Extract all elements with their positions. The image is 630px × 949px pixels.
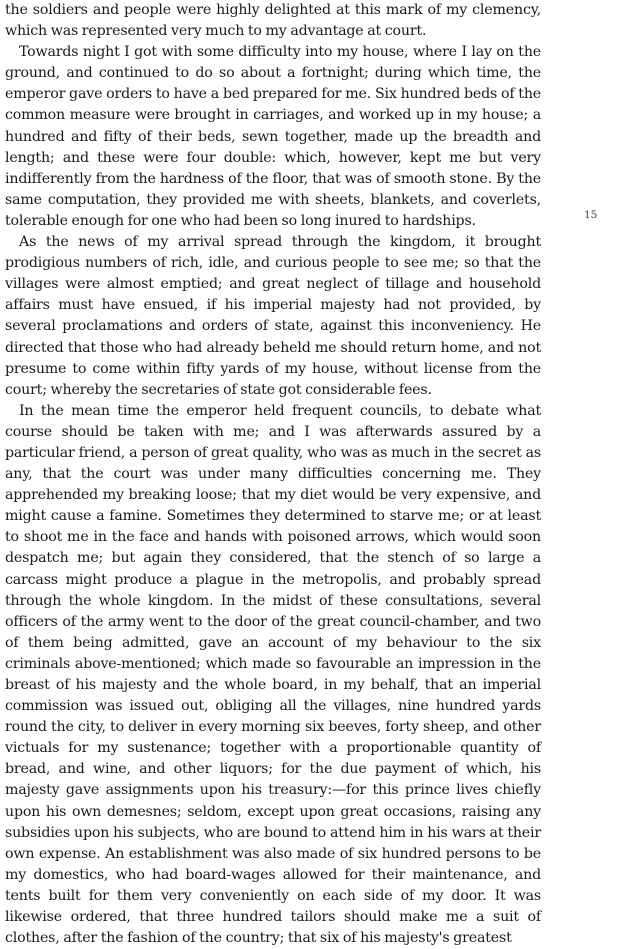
document-body bbox=[5, 0, 541, 949]
paragraph-bed-prepared: Towards night I got with some difficulty into my house, where I lay on the ground, and continued to do so about a fortnight; during which time, the emperor gave orders to have a bed prepared for me. Six hundred beds of the common measure were brought in carriages, and worked up in my house; a hundred and fifty of their beds, sewn together, made up the breadth and length; and these were four double: which, however, kept me but very indifferently from the hardness of the floor, that was of smooth stone. By the same computation, they provided me with sheets, blankets, and coverlets, tolerable enough for one who had been so long inured to hardships. bbox=[5, 44, 541, 229]
paragraph-continued: the soldiers and people were highly delighted at this mark of my clemency, which was represented very much to my advantage at court. bbox=[5, 2, 541, 40]
paragraph-councils: In the mean time the emperor held frequent councils, to debate what course should be taken with me; and I was afterwards assured by a particular friend, a person of great quality, who was as much in the secret as any, that the court was under many difficulties concerning me. They apprehended my breaking loose; that my diet would be very expensive, and might cause a famine. Sometimes they determined to starve me; or at least to shoot me in the face and hands with poisoned arrows, which would soon despatch me; but again they considered, that the stench of so large a carcass might produce a plague in the metropolis, and probably spread through the whole kingdom. In the midst of these consultations, several officers of the army went to the door of the great council-chamber, and two of them being admitted, gave an account of my behaviour to the six criminals above-mentioned; which made so favourable an impression in the breast of his majesty and the whole board, in my behalf, that an imperial commission was issued out, obliging all the villages, nine hundred yards round the city, to deliver in every morning six beeves, forty sheep, and other victuals for my sustenance; together with a proportionable quantity of bread, and wine, and other liquors; for the due payment of which, his majesty gave assignments upon his treasury:—for this prince lives chiefly upon his own demesnes; seldom, except upon great occasions, raising any subsidies upon his subjects, who are bound to attend him in his wars at their own expense. An establishment was also made of six hundred persons to be my domestics, who had board-wages allowed for their maintenance, and tents built for them very conveniently on each side of my door. It was likewise ordered, that three hundred tailors should make me a suit of clothes, after the fashion of the country; that six of his majesty's greatest bbox=[5, 402, 541, 947]
line-number: 15 bbox=[584, 209, 598, 221]
paragraph-news-spread: As the news of my arrival spread through the kingdom, it brought prodigious numbers of rich, idle, and curious people to see me; so that the villages were almost emptied; and great neglect of tillage and household affairs must have ensued, if his imperial majesty had not provided, by several proclamations and orders of state, against this inconveniency. He directed that those who had already beheld me should return home, and not presume to come within fifty yards of my house, without license from the court; whereby the secretaries of state got considerable fees. bbox=[5, 234, 541, 398]
